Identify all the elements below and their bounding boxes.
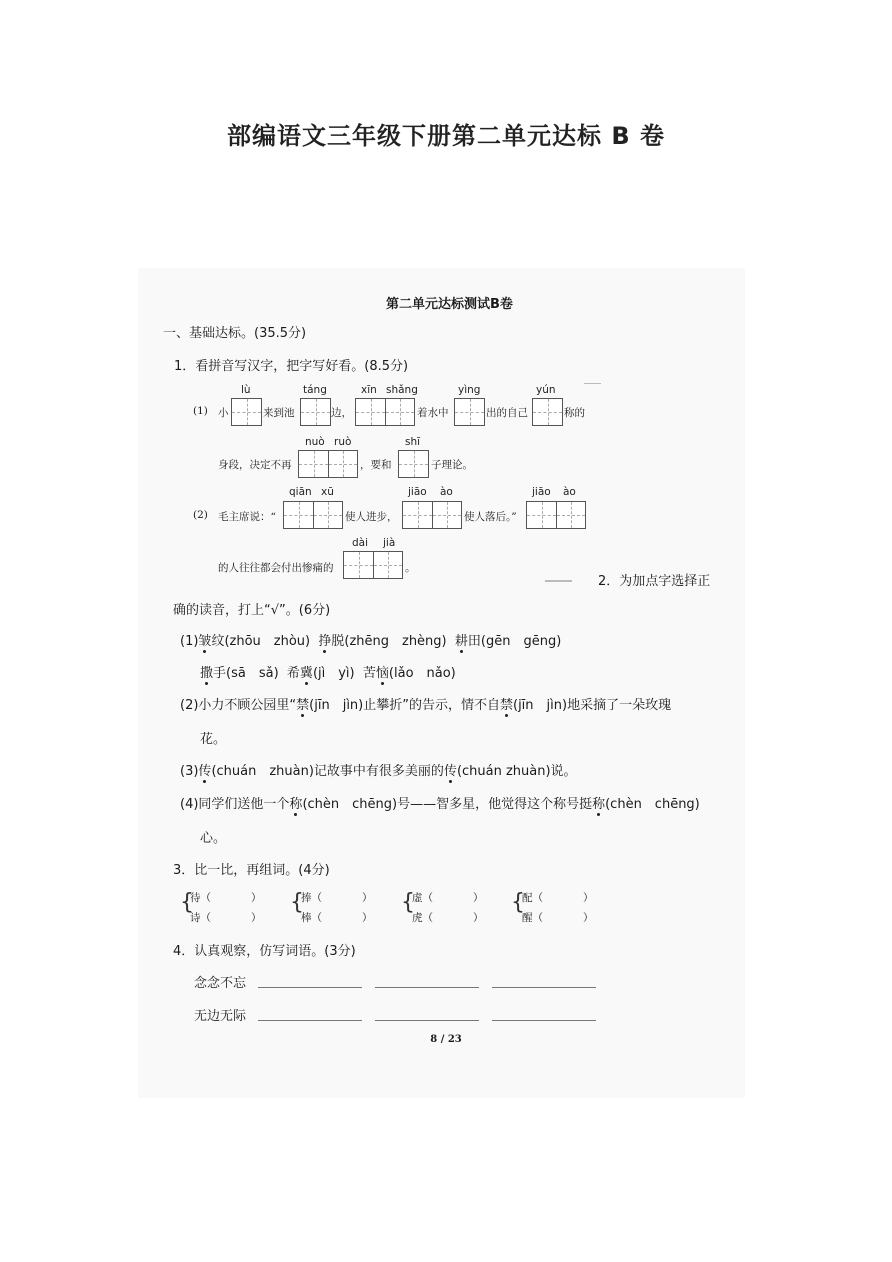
pinyin: jiāo: [408, 486, 427, 498]
question-text: 来到池: [263, 407, 295, 419]
model-word: 无边无际: [194, 1009, 247, 1024]
section-1-heading: 一、基础达标。(35.5分): [163, 326, 307, 341]
paren-close: ）: [473, 892, 484, 904]
pinyin: shǎng: [386, 384, 418, 396]
question-text: 出的自己: [486, 407, 528, 419]
pronunciation-choice[interactable]: (chèn chēng): [605, 797, 700, 812]
writing-grid[interactable]: [398, 450, 429, 478]
pinyin: nuò: [305, 436, 325, 448]
pronunciation-choice[interactable]: (jì yì): [312, 666, 355, 681]
pinyin: shī: [405, 436, 421, 448]
pinyin: táng: [303, 384, 327, 396]
q2-row-5-cont: 心。: [200, 831, 227, 846]
pronunciation-choice[interactable]: 手(sā sǎ): [213, 666, 279, 681]
writing-grid[interactable]: [231, 398, 262, 426]
dotted-char: 传: [198, 760, 211, 779]
compare-char: 虚（: [412, 892, 433, 904]
question-text: 子理论。: [431, 459, 473, 471]
paren-close: ）: [362, 912, 373, 924]
question-2-prompt: 2．为加点字选择正: [598, 574, 711, 589]
pronunciation-choice[interactable]: (jīn jìn)地采摘了一朵玫瑰: [513, 698, 672, 713]
compare-char: 诗（: [190, 912, 211, 924]
pinyin: yún: [536, 384, 556, 396]
answer-blank[interactable]: [258, 1020, 362, 1021]
compare-char: 棒（: [301, 912, 322, 924]
question-1-prompt: 1．看拼音写汉字，把字写好看。(8.5分): [174, 359, 409, 374]
brace: {: [290, 890, 304, 915]
question-text: 苦: [362, 666, 376, 681]
writing-grid[interactable]: [300, 398, 331, 426]
q2-row-3: [180, 694, 671, 713]
answer-blank[interactable]: [492, 987, 596, 988]
dotted-char: 挣: [318, 630, 331, 649]
item-number: (2): [193, 509, 208, 521]
writing-grid[interactable]: [343, 551, 403, 579]
writing-grid[interactable]: [526, 501, 586, 529]
pinyin: dài: [352, 537, 369, 549]
pronunciation-choice[interactable]: 田(gēn gēng): [467, 634, 562, 649]
question-text: ，要和: [360, 459, 392, 471]
pinyin: xīn: [361, 384, 377, 396]
q2-row-5: [180, 793, 700, 812]
writing-grid[interactable]: [402, 501, 462, 529]
writing-grid[interactable]: [454, 398, 485, 426]
dotted-char: 称: [289, 793, 302, 812]
question-text: 使人落后。”: [464, 511, 517, 523]
model-word: 念念不忘: [194, 976, 247, 991]
compare-char: 待（: [190, 892, 211, 904]
pinyin: xū: [321, 486, 334, 498]
brace: {: [401, 890, 415, 915]
pronunciation-choice[interactable]: 纹(zhōu zhòu): [211, 634, 311, 649]
pinyin: qiān: [289, 486, 312, 498]
pronunciation-choice[interactable]: (chèn chēng)号——智多星，他觉得这个称号挺: [302, 797, 593, 812]
question-text: 使人进步，: [345, 511, 398, 523]
question-text: (4)同学们送他一个: [180, 797, 290, 812]
question-text: 小: [218, 407, 229, 419]
writing-grid[interactable]: [532, 398, 563, 426]
question-text: (2)小力不顾公园里“: [180, 698, 297, 713]
document-title: 部编语文三年级下册第二单元达标 B 卷: [226, 122, 665, 150]
paren-close: ）: [583, 892, 594, 904]
paren-close: ）: [473, 912, 484, 924]
answer-blank[interactable]: [492, 1020, 596, 1021]
question-text: 着水中: [417, 407, 449, 419]
q2-row-4: [180, 760, 577, 779]
answer-blank[interactable]: [375, 987, 479, 988]
dotted-char: 禁: [296, 694, 309, 713]
brace: {: [180, 890, 194, 915]
pronunciation-choice[interactable]: (chuán zhuàn)说。: [456, 764, 577, 779]
question-2-prompt-cont: 确的读音，打上“√”。(6分): [173, 603, 331, 618]
dotted-char: 称: [592, 793, 605, 812]
question-text: 身段，决定不再: [218, 459, 292, 471]
scan-mark: [545, 580, 572, 582]
pinyin: ruò: [334, 436, 352, 448]
paren-close: ）: [362, 892, 373, 904]
pronunciation-choice[interactable]: (chuán zhuàn)记故事中有很多美丽的: [211, 764, 444, 779]
compare-char: 醒（: [522, 912, 543, 924]
dotted-char: 耕: [455, 630, 468, 649]
dotted-char: 恼: [376, 662, 389, 681]
pinyin: jià: [383, 537, 396, 549]
writing-grid[interactable]: [283, 501, 343, 529]
paren-close: ）: [251, 892, 262, 904]
page-number: 8 / 23: [430, 1034, 462, 1045]
item-number: (1): [193, 405, 208, 417]
question-3-prompt: 3．比一比，再组词。(4分): [173, 863, 330, 878]
dotted-char: 冀: [300, 662, 313, 681]
scan-mark: [584, 383, 601, 384]
item-number: (1): [180, 634, 199, 649]
dotted-char: 传: [444, 760, 457, 779]
pinyin: ào: [563, 486, 576, 498]
compare-char: 虎（: [412, 912, 433, 924]
pronunciation-choice[interactable]: (jīn jìn)止攀折”的告示，情不自: [309, 698, 500, 713]
pinyin: yìng: [458, 384, 481, 396]
question-text: 。: [405, 562, 416, 574]
brace: {: [511, 890, 525, 915]
writing-grid[interactable]: [298, 450, 358, 478]
q2-row-2: [200, 662, 456, 681]
q2-row-3-cont: 花。: [200, 732, 227, 747]
pronunciation-choice[interactable]: 脱(zhēng zhèng): [331, 634, 447, 649]
answer-blank[interactable]: [258, 987, 362, 988]
question-text: 毛主席说：“: [218, 511, 276, 523]
question-text: 称的: [564, 407, 585, 419]
paren-close: ）: [583, 912, 594, 924]
question-text: 的人往往都会付出惨痛的: [218, 562, 334, 574]
dotted-char: 撒: [200, 662, 213, 681]
q2-row-1: [180, 630, 561, 649]
writing-grid[interactable]: [355, 398, 415, 426]
question-text: 希: [286, 666, 300, 681]
item-number: (3): [180, 764, 199, 779]
question-4-prompt: 4．认真观察，仿写词语。(3分): [173, 944, 356, 959]
pinyin: ào: [440, 486, 453, 498]
dotted-char: 皱: [198, 630, 211, 649]
pinyin: lù: [241, 384, 251, 396]
pronunciation-choice[interactable]: (lǎo nǎo): [388, 666, 456, 681]
compare-char: 配（: [522, 892, 543, 904]
question-text: 边，: [331, 407, 352, 419]
answer-blank[interactable]: [375, 1020, 479, 1021]
paren-close: ）: [251, 912, 262, 924]
paper-title: 第二单元达标测试B卷: [386, 297, 513, 312]
dotted-char: 禁: [500, 694, 513, 713]
compare-char: 捧（: [301, 892, 322, 904]
pinyin: jiāo: [532, 486, 551, 498]
